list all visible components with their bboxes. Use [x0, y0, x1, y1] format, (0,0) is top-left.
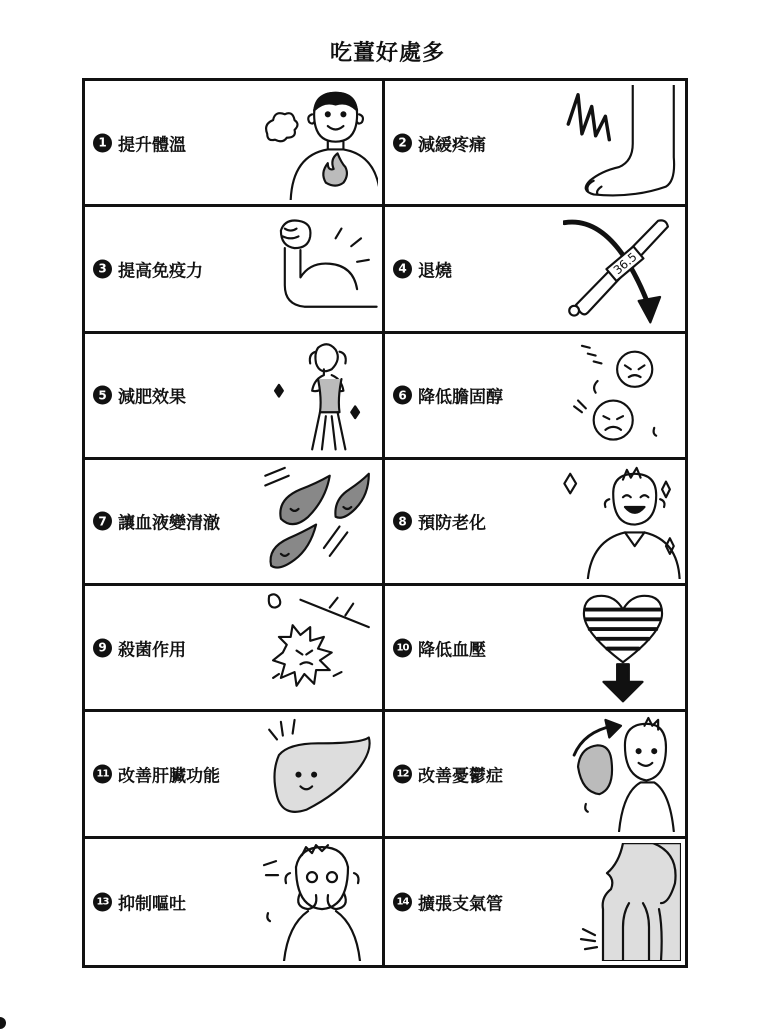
painful-foot-icon: [563, 85, 681, 200]
benefit-cell-2: [385, 81, 685, 207]
item-label: 讓血液變清澈: [118, 513, 220, 534]
item-label: 提高免疫力: [118, 261, 203, 282]
blood-drops-icon: [260, 464, 378, 579]
mood-change-icon: [563, 716, 681, 831]
page-corner-mark: [0, 1017, 6, 1029]
benefit-cell-6: [385, 334, 685, 460]
item-label: 改善憂鬱症: [418, 766, 503, 787]
liver-icon: [260, 716, 378, 831]
benefit-cell-13: [85, 839, 385, 965]
item-label: 降低膽固醇: [418, 387, 503, 408]
item-number: 10: [393, 638, 412, 657]
benefit-cell-4: [385, 207, 685, 333]
benefit-cell-1: [85, 81, 385, 207]
item-label: 抑制嘔吐: [118, 894, 186, 915]
item-label: 預防老化: [418, 513, 486, 534]
item-number: 11: [93, 765, 112, 784]
benefit-cell-12: [385, 712, 685, 838]
page-title: 吃薑好處多: [329, 41, 445, 66]
benefit-cell-10: [385, 586, 685, 712]
item-number: 3: [93, 259, 112, 278]
item-number: 9: [93, 638, 112, 657]
benefit-cell-8: [385, 460, 685, 586]
item-label: 改善肝臟功能: [118, 766, 220, 787]
slim-woman-icon: [260, 338, 378, 453]
cholesterol-faces-icon: [563, 338, 681, 453]
item-number: 4: [393, 259, 412, 278]
item-number: 2: [393, 133, 412, 152]
warm-body-icon: [260, 85, 378, 200]
item-number: 6: [393, 386, 412, 405]
thermometer-reading: 36.5: [610, 249, 640, 278]
item-number: 7: [93, 512, 112, 531]
item-number: 5: [93, 386, 112, 405]
benefit-cell-9: [85, 586, 385, 712]
item-number: 1: [93, 133, 112, 152]
bronchus-icon: [563, 843, 681, 961]
benefit-cell-3: [85, 207, 385, 333]
benefit-cell-14: [385, 839, 685, 965]
item-label: 減肥效果: [118, 387, 186, 408]
item-label: 降低血壓: [418, 640, 486, 661]
nausea-face-icon: [260, 843, 378, 961]
strong-arm-icon: [260, 211, 378, 326]
happy-elder-icon: [563, 464, 681, 579]
item-number: 13: [93, 892, 112, 911]
item-label: 退燒: [418, 261, 452, 282]
item-number: 12: [393, 765, 412, 784]
item-number: 14: [393, 892, 412, 911]
item-label: 殺菌作用: [118, 640, 186, 661]
item-number: 8: [393, 512, 412, 531]
heart-down-icon: [563, 590, 681, 705]
benefit-cell-7: [85, 460, 385, 586]
benefits-grid: [82, 78, 688, 968]
thermometer-icon: [563, 211, 681, 326]
item-label: 減緩疼痛: [418, 135, 486, 156]
item-label: 提升體溫: [118, 135, 186, 156]
benefit-cell-11: [85, 712, 385, 838]
benefit-cell-5: [85, 334, 385, 460]
germ-icon: [260, 590, 378, 705]
item-label: 擴張支氣管: [418, 894, 503, 915]
